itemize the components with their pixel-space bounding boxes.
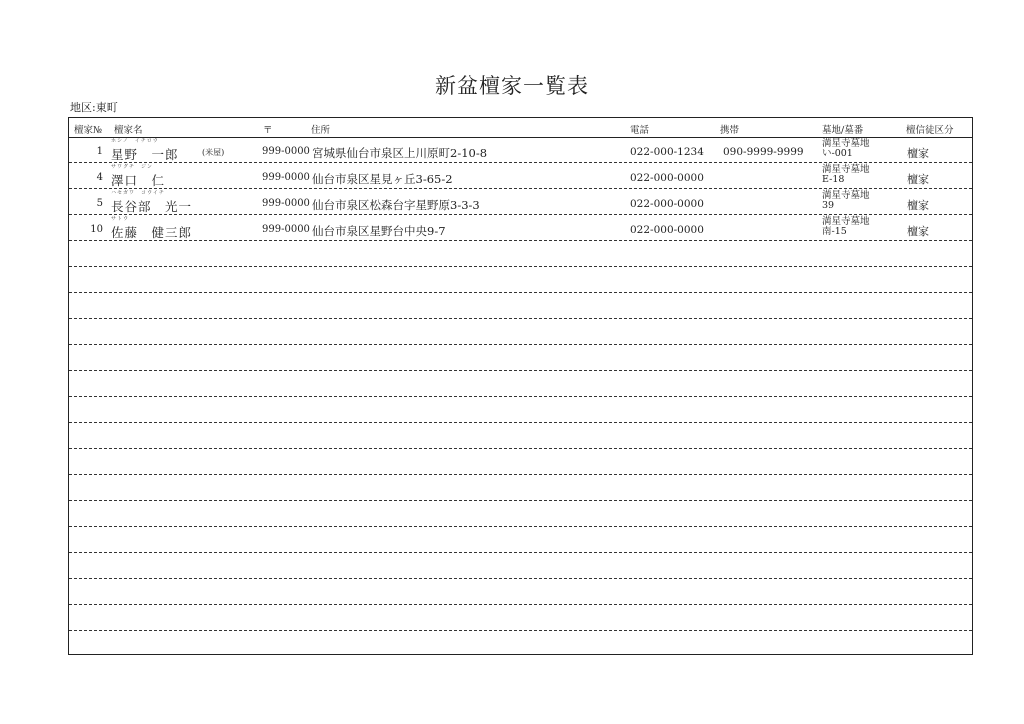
danka-table — [68, 117, 973, 655]
cell-zip: 999-0000 — [262, 198, 310, 209]
cell-furigana: ハセガワ コウイチ — [111, 190, 165, 196]
cell-grave — [822, 139, 870, 159]
cell-type: 檀家 — [907, 173, 929, 186]
cell-furigana: ホシノ イチロウ — [111, 138, 159, 144]
cell-name: 澤口 仁 — [111, 173, 166, 188]
cell-mobile: 090-9999-9999 — [723, 146, 804, 158]
table-row — [69, 163, 972, 189]
cell-no: 1 — [96, 146, 103, 157]
cell-furigana: サトウ — [111, 216, 130, 222]
cell-grave-number: 南-15 — [822, 226, 847, 237]
empty-row — [69, 449, 972, 475]
empty-row — [69, 293, 972, 319]
cell-address: 仙台市泉区星見ヶ丘3-65-2 — [312, 172, 453, 186]
empty-row — [69, 475, 972, 501]
cell-phone: 022-000-0000 — [630, 224, 704, 236]
page-title: 新盆檀家一覧表 — [435, 74, 589, 98]
header-name: 檀家名 — [114, 125, 143, 136]
table-header — [69, 118, 972, 138]
cell-grave-name: 満星寺墓地 — [822, 216, 870, 227]
cell-phone: 022-000-0000 — [630, 172, 704, 184]
empty-row — [69, 267, 972, 293]
header-zip: 〒 — [263, 125, 273, 136]
cell-grave — [822, 191, 870, 211]
header-address: 住所 — [311, 125, 331, 136]
empty-row — [69, 345, 972, 371]
header-type: 檀信徒区分 — [906, 125, 954, 136]
empty-row — [69, 397, 972, 423]
cell-grave-name: 満星寺墓地 — [822, 190, 870, 201]
cell-type: 檀家 — [907, 147, 929, 160]
cell-note: (米屋) — [202, 148, 225, 157]
cell-zip: 999-0000 — [262, 224, 310, 235]
cell-no: 5 — [96, 198, 103, 209]
cell-phone: 022-000-1234 — [630, 146, 704, 158]
cell-zip: 999-0000 — [262, 146, 310, 157]
cell-name: 佐藤 健三郎 — [111, 225, 193, 240]
cell-address: 仙台市泉区松森台字星野原3-3-3 — [312, 198, 480, 212]
empty-row — [69, 527, 972, 553]
empty-row — [69, 579, 972, 605]
header-no: 檀家№ — [74, 125, 102, 136]
empty-row — [69, 319, 972, 345]
cell-name: 長谷部 光一 — [111, 199, 193, 214]
cell-grave-name: 満星寺墓地 — [822, 138, 870, 149]
empty-row — [69, 553, 972, 579]
cell-zip: 999-0000 — [262, 172, 310, 183]
cell-address: 宮城県仙台市泉区上川原町2-10-8 — [312, 146, 488, 160]
table-row — [69, 189, 972, 215]
cell-grave — [822, 165, 870, 185]
empty-row — [69, 371, 972, 397]
district-label: 地区:東町 — [70, 101, 118, 114]
cell-grave-number: E-18 — [822, 174, 845, 185]
empty-row — [69, 241, 972, 267]
cell-no: 10 — [90, 224, 103, 235]
empty-row — [69, 631, 972, 657]
cell-grave — [822, 217, 870, 237]
cell-furigana: サワグチ ジン — [111, 164, 153, 170]
cell-type: 檀家 — [907, 225, 929, 238]
cell-phone: 022-000-0000 — [630, 198, 704, 210]
cell-grave-number: い-001 — [822, 148, 853, 159]
cell-grave-name: 満星寺墓地 — [822, 164, 870, 175]
cell-no: 4 — [96, 172, 103, 183]
empty-row — [69, 501, 972, 527]
cell-name: 星野 一郎 — [111, 147, 179, 162]
table-row — [69, 215, 972, 241]
cell-address: 仙台市泉区星野台中央9-7 — [312, 224, 446, 238]
header-phone: 電話 — [630, 125, 650, 136]
empty-row — [69, 423, 972, 449]
cell-grave-number: 39 — [822, 200, 835, 211]
empty-row — [69, 605, 972, 631]
header-mobile: 携帯 — [720, 125, 740, 136]
table-row — [69, 137, 972, 163]
header-grave: 墓地/墓番 — [822, 125, 864, 136]
cell-type: 檀家 — [907, 199, 929, 212]
